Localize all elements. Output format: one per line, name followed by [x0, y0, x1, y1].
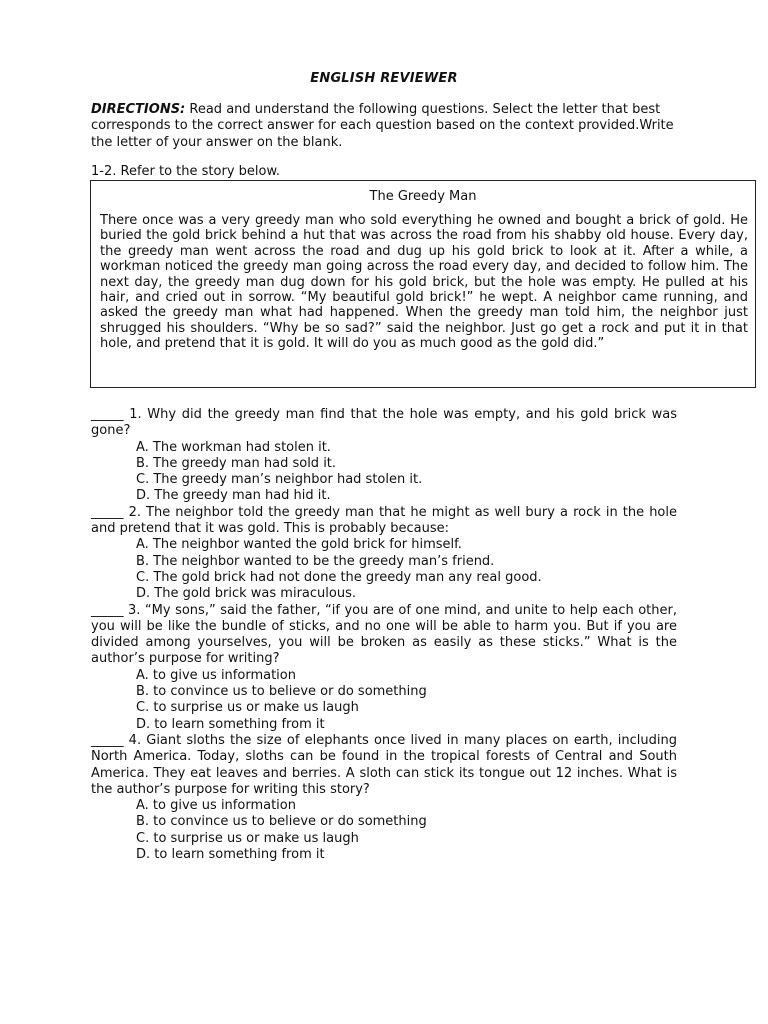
answer-choice: D. The gold brick was miraculous.: [136, 586, 356, 602]
answer-choice: C. The greedy man’s neighbor had stolen it.: [136, 472, 423, 488]
question-block: [91, 505, 677, 603]
question-text: _____ 4. Giant sloths the size of elephants once lived in many places on earth, including North America. Today, sloths can be found in the tropical forests of Central and South America. They eat leaves and berries. A sloth can stick its tongue out 12 inches. What is the author’s purpose for writing this story?: [91, 732, 677, 797]
question-text: _____ 3. “My sons,” said the father, “if you are of one mind, and unite to help each other, you will be like the bundle of sticks, and no one will be able to harm you. But if you are divided among yourselves, you will be broken as easily as these sticks.” What is the author’s purpose for writing?: [91, 602, 677, 667]
answer-choice: A. The workman had stolen it.: [136, 439, 331, 455]
answer-choice: B. to convince us to believe or do something: [136, 684, 427, 700]
story-box: [90, 180, 756, 388]
story-text: There once was a very greedy man who sold everything he owned and bought a brick of gold. He buried the gold brick behind a hut that was across the road from his shabby old house. Every day, the greedy man went across the road and dug up his gold brick to look at it. After a while, a workman noticed the greedy man going across the road every day, and decided to follow him. The next day, the greedy man dug down for his gold brick, but the hole was empty. He pulled at his hair, and cried out in sorrow. “My beautiful gold brick!” he wept. A neighbor came running, and asked the greedy man what had happened. When the greedy man told him, the neighbor just shrugged his shoulders. “Why be so sad?” said the neighbor. Just go get a rock and put it in that hole, and pretend that it is gold. It will do you as much good as the gold did.”: [100, 213, 748, 352]
answer-choice: C. The gold brick had not done the greedy man any real good.: [136, 569, 542, 585]
answer-choice: D. The greedy man had hid it.: [136, 488, 331, 504]
question-text: _____ 1. Why did the greedy man find that the hole was empty, and his gold brick was gone?: [91, 407, 677, 439]
questions-list: [91, 407, 677, 863]
question-block: [91, 733, 677, 863]
answer-choice: B. to convince us to believe or do something: [136, 814, 427, 830]
answer-choice: A. The neighbor wanted the gold brick for himself.: [136, 537, 462, 553]
directions-paragraph: [91, 102, 681, 151]
answer-choice: D. to learn something from it: [136, 847, 325, 863]
document-title: ENGLISH REVIEWER: [310, 71, 458, 86]
question-text: _____ 2. The neighbor told the greedy man that he might as well bury a rock in the hole and pretend that it was gold. This is probably because:: [91, 504, 677, 537]
question-block: [91, 407, 677, 505]
answer-choice: C. to surprise us or make us laugh: [136, 700, 359, 716]
answer-choice: D. to learn something from it: [136, 716, 325, 732]
answer-choice: C. to surprise us or make us laugh: [136, 830, 359, 846]
story-reference-note: 1-2. Refer to the story below.: [91, 164, 281, 179]
answer-choice: A. to give us information: [136, 667, 296, 683]
directions-text: Read and understand the following questions. Select the letter that best corresponds to the correct answer for each question based on the context provided.Write the letter of your answer on the blank.: [91, 102, 674, 150]
answer-choice: B. The greedy man had sold it.: [136, 455, 337, 471]
story-title: The Greedy Man: [369, 189, 477, 204]
question-block: [91, 603, 677, 733]
answer-choice: A. to give us information: [136, 798, 296, 814]
directions-label: DIRECTIONS:: [91, 102, 186, 117]
answer-choice: B. The neighbor wanted to be the greedy man’s friend.: [136, 553, 495, 569]
